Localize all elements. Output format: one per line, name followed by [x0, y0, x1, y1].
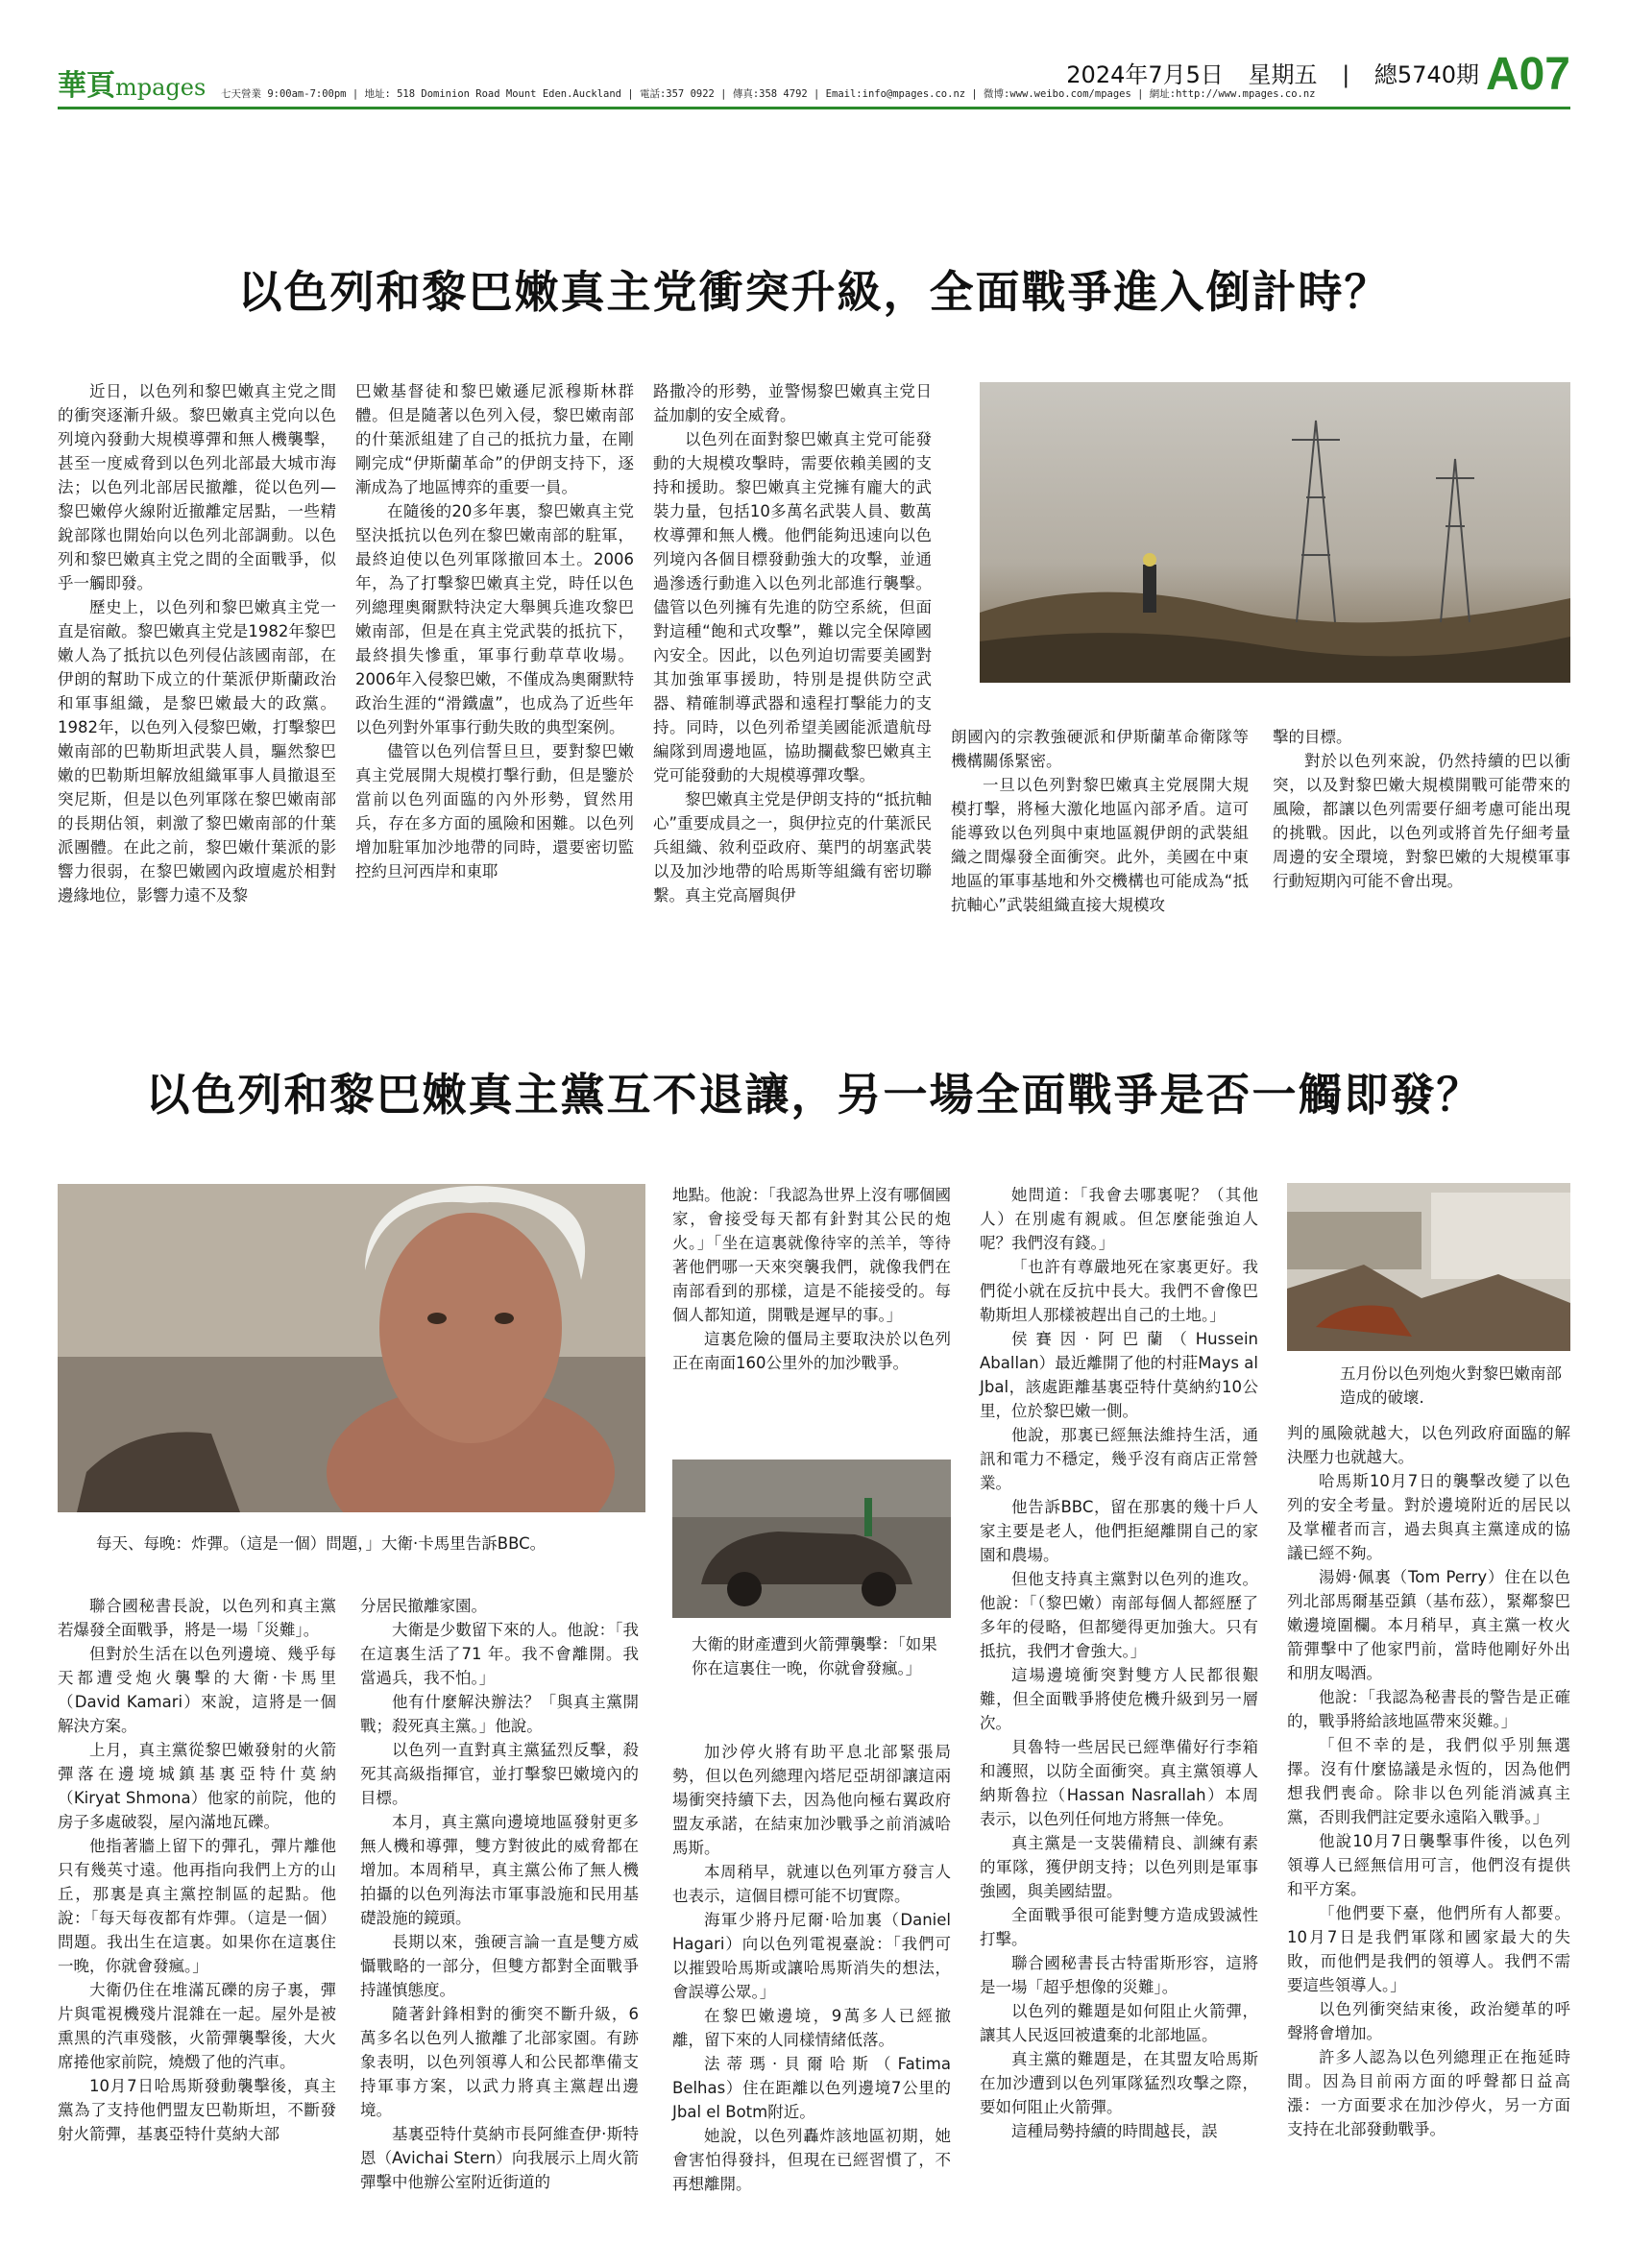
- paragraph: 分居民撤離家園。: [360, 1597, 487, 1615]
- paragraph: 真主黨的難題是，在其盟友哈馬斯在加沙遭到以色列軍隊猛烈攻擊之際，要如何阻止火箭彈。: [980, 2050, 1258, 2116]
- article2-column-2: [360, 1594, 639, 2194]
- paragraph: 哈馬斯10月7日的襲擊改變了以色列的安全考量。對於邊境附近的居民以及掌權者而言，過去與真主黨達成的協議已經不夠。: [1287, 1472, 1570, 1562]
- photo-caption-damage: 五月份以色列炮火對黎巴嫩南部造成的破壞.: [1340, 1364, 1562, 1407]
- article2-column-3-bottom: [672, 1740, 951, 2196]
- paragraph: 本周稍早，就連以色列軍方發言人也表示，這個目標可能不切實際。: [672, 1863, 951, 1905]
- issue-date: 2024年7月5日: [1066, 61, 1224, 88]
- paragraph: 法蒂瑪·貝爾哈斯（Fatima Belhas）住在距離以色列邊境7公里的Jbal el Botm附近。: [672, 2055, 951, 2121]
- paragraph: 加沙停火將有助平息北部緊張局勢，但以色列總理內塔尼亞胡卻讓這兩場衝突持續下去，因為他向極右翼政府盟友承諾，在結束加沙戰爭之前消滅哈馬斯。: [672, 1743, 951, 1857]
- issue-divider: |: [1342, 61, 1350, 88]
- paragraph: 隨著針鋒相對的衝突不斷升級，6萬多名以色列人撤離了北部家園。有跡象表明，以色列領導人和公民都準備支持軍事方案，以武力將真主黨趕出邊境。: [360, 2005, 639, 2119]
- paragraph: 以色列在面對黎巴嫩真主党可能發動的大規模攻擊時，需要依賴美國的支持和援助。黎巴嫩真主党擁有龐大的武裝力量，包括10多萬名武裝人員、數萬枚導彈和無人機。他們能夠迅速向以色列境內各個目標發動強大的攻擊，並通過滲透行動進入以色列北部進行襲擊。儘管以色列擁有先進的防空系統，但面對這種“飽和式攻擊”，難以完全保障國內安全。因此，以色列迫切需要美國對其加強軍事援助，特別是提供防空武器、精確制導武器和遠程打擊能力的支持。同時，以色列希望美國能派遣航母編隊到周邊地區，協助攔截黎巴嫩真主党可能發動的大規模導彈攻擊。: [653, 430, 932, 784]
- paragraph: 本月，真主黨向邊境地區發射更多無人機和導彈，雙方對彼此的威脅都在增加。本周稍早，真主黨公佈了無人機拍攝的以色列海法市軍事設施和民用基礎設施的鏡頭。: [360, 1813, 639, 1927]
- paragraph: 擊的目標。: [1273, 728, 1352, 746]
- paragraph: 大衛仍住在堆滿瓦礫的房子裏，彈片與電視機殘片混雜在一起。屋外是被熏黑的汽車殘骸，火箭彈襲擊後，大火席捲他家前院，燒燬了他的汽車。: [58, 1981, 336, 2071]
- paragraph: 以色列一直對真主黨猛烈反擊，殺死其高級指揮官，並打擊黎巴嫩境內的目標。: [360, 1741, 639, 1807]
- paragraph: 他說：「我認為秘書長的警告是正確的，戰爭將給該地區帶來災難。」: [1287, 1688, 1570, 1730]
- paragraph: 儘管以色列信誓旦旦，要對黎巴嫩真主党展開大規模打擊行動，但是鑒於當前以色列面臨的內外形勢，貿然用兵，存在多方面的風險和困難。以色列增加駐軍加沙地帶的同時，還要密切監控約旦河西岸和東耶: [355, 742, 634, 881]
- burnt-car-photo: [672, 1460, 951, 1618]
- article1-column-5: [1273, 725, 1570, 893]
- logo-english: mpages: [115, 74, 207, 101]
- paragraph: 但他支持真主黨對以色列的進攻。他說：「（黎巴嫩）南部每個人都經歷了多年的侵略，但都變得更加強大。只有抵抗，我們才會強大。」: [980, 1570, 1258, 1660]
- article1-column-2: [355, 379, 634, 883]
- issue-number: 總5740期: [1373, 61, 1479, 88]
- paragraph: 他指著牆上留下的彈孔，彈片離他只有幾英寸遠。他再指向我們上方的山丘，那裏是真主黨控制區的起點。他說：「每天每夜都有炸彈。（這是一個）問題。我出生在這裏。如果你在這裏住一晚，你就會發瘋。」: [58, 1837, 336, 1975]
- paragraph: 基裏亞特什莫納市長阿維查伊·斯特恩（Avichai Stern）向我展示上周火箭彈擊中他辦公室附近街道的: [360, 2125, 639, 2191]
- paragraph: 但對於生活在以色列邊境、幾乎每天都遭受炮火襲擊的大衛·卡馬里（David Kamari）來說，這將是一個解決方案。: [58, 1645, 336, 1735]
- paragraph: 「也許有尊嚴地死在家裏更好。我們從小就在反抗中長大。我們不會像巴勒斯坦人那樣被趕出自己的土地。」: [980, 1258, 1258, 1324]
- article1-column-1: [58, 379, 336, 907]
- paragraph: 上月，真主黨從黎巴嫩發射的火箭彈落在邊境城鎮基裏亞特什莫納（Kiryat Shmona）他家的前院，他的房子多處破裂，屋內滿地瓦礫。: [58, 1741, 336, 1831]
- photo-caption-david: 每天、每晚：炸彈。（這是一個）問題，」大衛·卡馬里告訴BBC。: [96, 1534, 547, 1553]
- paragraph: 在隨後的20多年裏，黎巴嫩真主党堅決抵抗以色列在黎巴嫩南部的駐軍，最終迫使以色列軍隊撤回本土。2006年，為了打擊黎巴嫩真主党，時任以色列總理奧爾默特決定大舉興兵進攻黎巴嫩南部，但是在真主党武裝的抵抗下，最終損失慘重，軍事行動草草收場。2006年入侵黎巴嫩，不僅成為奧爾默特政治生涯的“滑鐵盧”，也成為了近些年以色列對外軍事行動失敗的典型案例。: [355, 502, 634, 736]
- paragraph: 10月7日哈馬斯發動襲擊後，真主黨為了支持他們盟友巴勒斯坦，不斷發射火箭彈，基裏亞特什莫納大部: [58, 2077, 336, 2143]
- article2-column-4: [980, 1183, 1258, 2143]
- paragraph: 近日，以色列和黎巴嫩真主党之間的衝突逐漸升級。黎巴嫩真主党向以色列境內發動大規模導彈和無人機襲擊，甚至一度威脅到以色列北部最大城市海法；以色列北部居民撤離，從以色列—黎巴嫩停火線附近撤離定居點，一些精銳部隊也開始向以色列北部調動。以色列和黎巴嫩真主党之間的全面戰爭，似乎一觸即發。: [58, 382, 336, 592]
- article2-headline: 以色列和黎巴嫩真主黨互不退讓，另一場全面戰爭是否一觸即發？: [145, 1069, 1483, 1121]
- paragraph: 這場邊境衝突對雙方人民都很艱難，但全面戰爭將使危機升級到另一層次。: [980, 1666, 1258, 1732]
- paragraph: 侯賽因·阿巴蘭（Hussein Aballan）最近離開了他的村莊Mays al Jbal，該處距離基裏亞特什莫納約10公里，位於黎巴嫩一側。: [980, 1330, 1258, 1420]
- dateline: [1049, 56, 1479, 89]
- paragraph: 大衛是少數留下來的人。他說：「我在這裏生活了71 年。我不會離開。我當過兵，我不怕。」: [360, 1621, 639, 1687]
- paragraph: 以色列的難題是如何阻止火箭彈，讓其人民返回被遺棄的北部地區。: [980, 2002, 1258, 2044]
- paragraph: 他說10月7日襲擊事件後，以色列領導人已經無信用可言，他們沒有提供和平方案。: [1287, 1832, 1570, 1898]
- paragraph: 「他們要下臺，他們所有人都要。10月7日是我們軍隊和國家最大的失敗，而他們是我們的領導人。我們不需要這些領導人。」: [1287, 1904, 1570, 1994]
- header-rule: [58, 107, 1570, 109]
- page-number: A07: [1485, 49, 1570, 100]
- paragraph: 他有什麼解決辦法？「與真主黨開戰；殺死真主黨。」他說。: [360, 1693, 639, 1735]
- logo-chinese: 華頁: [58, 69, 115, 103]
- paragraph: 朗國內的宗教強硬派和伊斯蘭革命衛隊等機構關係緊密。: [951, 728, 1249, 770]
- damaged-buildings-photo: [1287, 1183, 1570, 1351]
- article2-column-1: [58, 1594, 336, 2146]
- paragraph: 對於以色列來說，仍然持續的巴以衝突，以及對黎巴嫩大規模開戰可能帶來的風險，都讓以色列需要仔細考慮可能出現的挑戰。因此，以色列或將首先仔細考量周邊的安全環境，對黎巴嫩的大規模軍事行動短期內可能不會出現。: [1273, 752, 1570, 890]
- paragraph: 歷史上，以色列和黎巴嫩真主党一直是宿敵。黎巴嫩真主党是1982年黎巴嫩人為了抵抗以色列侵佔該國南部，在伊朗的幫助下成立的什葉派伊斯蘭政治和軍事組織，是黎巴嫩最大的政黨。1982年，以色列入侵黎巴嫩，打擊黎巴嫩南部的巴勒斯坦武裝人員，驅然黎巴嫩的巴勒斯坦解放組織軍事人員撤退至突尼斯，但是以色列軍隊在黎巴嫩南部的長期佔領，刺激了黎巴嫩南部的什葉派團體。在此之前，黎巴嫩什葉派的影響力很弱，在黎巴嫩國內政壇處於相對邊緣地位，影響力遠不及黎: [58, 598, 336, 905]
- paragraph: 黎巴嫩真主党是伊朗支持的“抵抗軸心”重要成員之一，與伊拉克的什葉派民兵組織、敘利亞政府、葉門的胡塞武裝以及加沙地帶的哈馬斯等組織有密切聯繫。真主党高層與伊: [653, 790, 932, 905]
- david-kamari-photo: [58, 1184, 645, 1512]
- paragraph: 聯合國秘書長古特雷斯形容，這將是一場「超乎想像的災難」。: [980, 1954, 1258, 1996]
- paragraph: 以色列衝突結束後，政治變革的呼聲將會增加。: [1287, 2000, 1570, 2042]
- paragraph: 路撒冷的形勢，並警惕黎巴嫩真主党日益加劇的安全威脅。: [653, 382, 932, 424]
- paragraph: 一旦以色列對黎巴嫩真主党展開大規模打擊，將極大激化地區內部矛盾。這可能導致以色列與中東地區親伊朗的武裝組織之間爆發全面衝突。此外，美國在中東地區的軍事基地和外交機構也可能成為“抵抗軸心”武裝組織直接大規模攻: [951, 776, 1249, 914]
- paragraph: 湯姆·佩裏（Tom Perry）住在以色列北部馬爾基亞鎮（基布茲），緊鄰黎巴嫩邊境圍欄。本月稍早，真主黨一枚火箭彈擊中了他家門前，當時他剛好外出和朋友喝酒。: [1287, 1568, 1570, 1682]
- paragraph: 海軍少將丹尼爾·哈加裏（Daniel Hagari）向以色列電視臺說：「我們可以摧毀哈馬斯或讓哈馬斯消失的想法，會誤導公眾。」: [672, 1911, 951, 2001]
- paragraph: 判的風險就越大，以色列政府面臨的解決壓力也就越大。: [1287, 1424, 1570, 1466]
- firefighter-smoke-photo: [980, 382, 1570, 683]
- paragraph: 這種局勢持續的時間越長，誤: [1011, 2122, 1218, 2140]
- paragraph: 巴嫩基督徒和黎巴嫩遜尼派穆斯林群體。但是隨著以色列入侵，黎巴嫩南部的什葉派組建了自己的抵抗力量，在剛剛完成“伊斯蘭革命”的伊朗支持下，逐漸成為了地區博弈的重要一員。: [355, 382, 634, 496]
- paragraph: 全面戰爭很可能對雙方造成毀滅性打擊。: [980, 1906, 1258, 1948]
- photo-caption-property: 大衛的財產遭到火箭彈襲擊：「如果你在這裏住一晚，你就會發瘋。」: [692, 1635, 937, 1677]
- article1-column-4: [951, 725, 1249, 917]
- paragraph: 貝魯特一些居民已經準備好行李箱和護照，以防全面衝突。真主黨領導人納斯魯拉（Hassan Nasrallah）本周表示，以色列任何地方將無一倖免。: [980, 1738, 1258, 1828]
- paragraph: 地點。他說：「我認為世界上沒有哪個國家，會接受每天都有針對其公民的炮火。」「坐在這裏就像待宰的羔羊，等待著他們哪一天來突襲我們，就像我們在南部看到的那樣，這是不能接受的。每個人都知道，開戰是遲早的事。」: [672, 1186, 951, 1324]
- article1-headline: 以色列和黎巴嫩真主党衝突升級，全面戰爭進入倒計時？: [237, 266, 1391, 318]
- paragraph: 她問道：「我會去哪裏呢？（其他人）在別處有親戚。但怎麼能強迫人呢？我們沒有錢。」: [980, 1186, 1258, 1252]
- paragraph: 許多人認為以色列總理正在拖延時間。因為目前兩方面的呼聲都日益高漲：一方面要求在加沙停火，另一方面支持在北部發動戰爭。: [1287, 2048, 1570, 2138]
- article2-column-5: [1287, 1421, 1570, 2141]
- paragraph: 她說，以色列轟炸該地區初期，她會害怕得發抖，但現在已經習慣了，不再想離開。: [672, 2127, 951, 2193]
- paragraph: 長期以來，強硬言論一直是雙方威懾戰略的一部分，但雙方都對全面戰爭持謹慎態度。: [360, 1933, 639, 1999]
- paragraph: 「但不幸的是，我們似乎別無選擇。沒有什麼協議是永恆的，因為他們想我們喪命。除非以色列能消滅真主黨，否則我們註定要永遠陷入戰爭。」: [1287, 1736, 1570, 1826]
- issue-weekday: 星期五: [1248, 61, 1318, 88]
- mpages-logo[interactable]: [58, 61, 206, 104]
- paragraph: 他說，那裏已經無法維持生活，通訊和電力不穩定，幾乎沒有商店正常營業。: [980, 1426, 1258, 1492]
- paragraph: 他告訴BBC，留在那裏的幾十戶人家主要是老人，他們拒絕離開自己的家園和農場。: [980, 1498, 1258, 1564]
- contact-info: 七天營業 9:00am-7:00pm | 地址: 518 Dominion Road Mount Eden.Auckland | 電話:357 0922 | 傳真:358 4792 | Email:info@mpages.co.nz | 微博:www.weibo.com/mpages | 網址:http://www.mpages.co.nz: [221, 88, 1316, 100]
- paragraph: 聯合國秘書長說，以色列和真主黨若爆發全面戰爭，將是一場「災難」。: [58, 1597, 336, 1639]
- paragraph: 真主黨是一支裝備精良、訓練有素的軍隊，獲伊朗支持；以色列則是軍事強國，與美國結盟。: [980, 1834, 1258, 1900]
- paragraph: 這裏危險的僵局主要取決於以色列正在南面160公里外的加沙戰爭。: [672, 1330, 951, 1372]
- article1-column-3: [653, 379, 932, 907]
- paragraph: 在黎巴嫩邊境，9萬多人已經撤離，留下來的人同樣情緒低落。: [672, 2007, 951, 2049]
- masthead: [58, 48, 1570, 106]
- article2-column-3-top: [672, 1183, 951, 1375]
